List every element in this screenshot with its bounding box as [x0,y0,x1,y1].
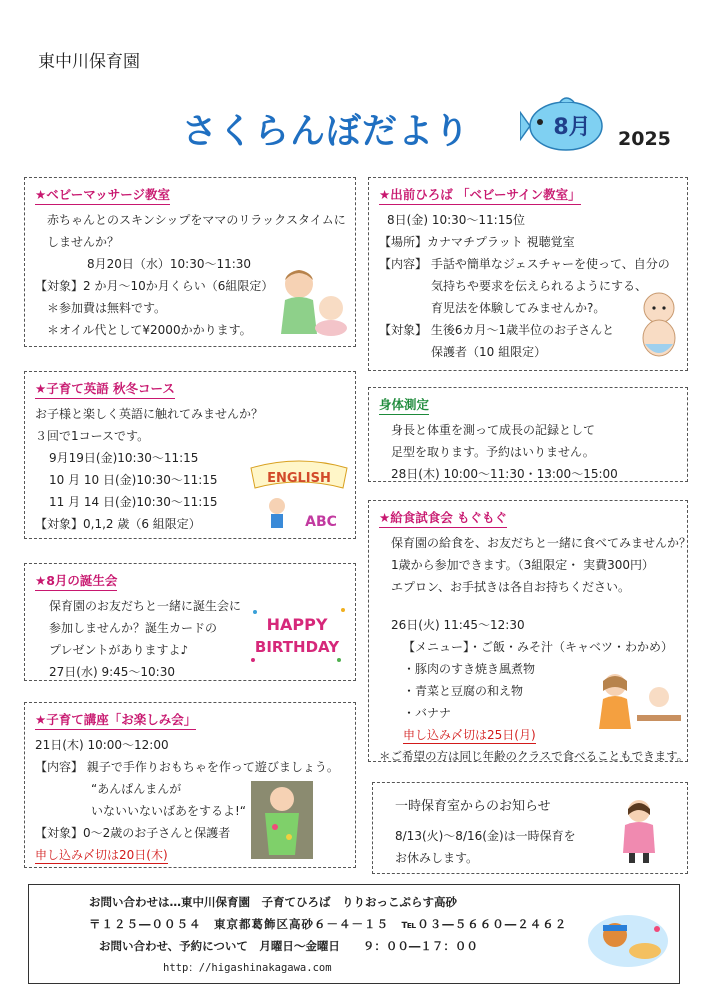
target-line: 【対象】 生後6カ月～1歳半位のお子さんと [379,323,615,337]
happy-text: HAPPY [266,615,328,634]
menu-line: 【メニュー】・ご飯・みそ汁（キャベツ・わかめ） [403,640,674,654]
english-sign-text: ENGLISH [267,471,331,486]
target-line: 【対象】0～2歳のお子さんと保護者 [35,826,231,840]
baby-illustration [635,290,683,362]
abc-blocks-text: ABC [305,514,337,530]
text-line: お子様と楽しく英語に触れてみませんか？ [35,407,264,421]
event-date: 28日(木) 10:00～11:30・13:00～15:00 [391,467,618,481]
content-line: 【内容】 親子で手作りおもちゃを作って遊びましょう。 [35,760,339,774]
english-flag-illustration [247,454,351,532]
text-line: お休みします。 [395,851,479,865]
hours-line: お問い合わせ、予約について 月曜日～金曜日 ９：００―１７：００ [99,939,478,953]
tasting-note: ＊ご希望の方は同じ年齢のクラスで食べることもできます。 [379,749,689,763]
event-date: 10 月 10 日(金)10:30～11:15 [49,473,218,487]
body-measure-section [368,387,688,482]
baby-massage-section [24,177,356,347]
quote-line: “あんぱんまんが [91,782,182,796]
text-line: 参加しませんか？誕生カードの [49,621,218,635]
contact-line: お問い合わせは…東中川保育園 子育てひろば りりおっこぷらす高砂 [89,895,457,909]
temporary-care-section [372,782,688,874]
website-link[interactable]: http：//higashinakagawa.com [163,962,332,974]
text-line: 身長と体重を測って成長の記録として [391,423,596,437]
mother-feeding-illustration [593,671,683,731]
address-line: 〒１２５―００５４ 東京都葛飾区高砂６－４－１５ ℡０３―５６６０―２４６２ [89,917,568,931]
target-line: 【対象】2 か月～10か月くらい（6組限定） [35,279,274,293]
lecture-heading: ★子育て講座「お楽しみ会」 [35,711,196,730]
text-line: ３回で1コースです。 [35,429,150,443]
lecture-section [24,702,356,868]
english-section [24,371,356,539]
birthday-text: BIRTHDAY [254,638,340,656]
place-line: 【場所】カナマチプラット 視聴覚室 [379,235,575,249]
birthday-heading: ★8月の誕生会 [35,572,117,591]
text-line: 赤ちゃんとのスキンシップをママのリラックスタイムに [47,213,346,227]
cup-toy-photo [251,781,313,859]
content-line: 育児法を体験してみませんか?。 [431,301,606,315]
text-line: 8/13(火)～8/16(金)は一時保育を [395,829,576,843]
event-date: 11 月 14 日(金)10:30～11:15 [49,495,218,509]
staff-illustration [619,797,659,863]
happy-birthday-illustration [247,602,351,668]
quote-line: いないいないばあをするよ!“ [91,804,247,818]
event-date: 21日(木) 10:00～12:00 [35,738,169,752]
mother-baby-illustration [271,266,353,338]
contact-footer [28,884,680,984]
fish-badge-icon [520,94,610,156]
text-line: 保育園のお友だちと一緒に誕生会に [49,599,242,613]
menu-item: ・バナナ [403,706,452,720]
mascot-illustration [585,909,671,969]
text-line: しませんか？ [47,235,120,249]
baby-sign-heading: ★出前ひろば 「ベビーサイン教室」 [379,186,581,205]
month-badge: 8月 [553,115,591,140]
body-measure-heading: 身体測定 [379,396,429,415]
event-date: 26日(火) 11:45～12:30 [391,618,525,632]
fee-note: ＊参加費は無料です。 [47,301,167,315]
content-line: 気持ちや要求を伝えられるようにする、 [431,279,648,293]
organization-name: 東中川保育園 [38,52,140,72]
tasting-heading: ★給食試食会 もぐもぐ [379,509,507,528]
lecture-deadline: 申し込み〆切は20日(木) [35,848,168,862]
tasting-section [368,500,692,763]
text-line: 保育園の給食を、お友だちと一緒に食べてみませんか？ [391,536,692,550]
english-heading: ★子育て英語 秋冬コース [35,380,175,399]
menu-item: ・青菜と豆腐の和え物 [403,684,524,698]
text-line: エプロン、お手拭きは各自お持ちください。 [391,580,631,594]
event-date: 8月20日（水）10:30～11:30 [87,257,252,271]
target-line: 【対象】0,1,2 歳（6 組限定） [35,517,201,531]
oil-note: ＊オイル代として¥2000かかります。 [47,323,252,337]
birthday-section [24,563,356,681]
text-line: 1歳から参加できます。（3組限定・ 実費300円） [391,558,655,572]
text-line: 足型を取ります。予約はいりません。 [391,445,595,459]
content-line: 【内容】 手話や簡単なジェスチャーを使って、自分の [379,257,670,271]
event-date: 8日(金) 10:30～11:15位 [387,213,525,227]
baby-sign-section [368,177,688,371]
event-date: 27日(水) 9:45～10:30 [49,665,175,679]
temporary-care-heading: 一時保育室からのお知らせ [395,799,551,814]
baby-massage-heading: ★ベビーマッサージ教室 [35,186,170,205]
tasting-deadline: 申し込み〆切は25日(月) [403,728,536,742]
text-line: プレゼントがありますよ♪ [49,643,189,657]
menu-item: ・豚肉のすき焼き風煮物 [403,662,536,676]
newsletter-title: さくらんぼだより [182,112,471,152]
year: 2025 [618,128,671,150]
target-line: 保護者（10 組限定） [431,345,547,359]
event-date: 9月19日(金)10:30～11:15 [49,451,199,465]
